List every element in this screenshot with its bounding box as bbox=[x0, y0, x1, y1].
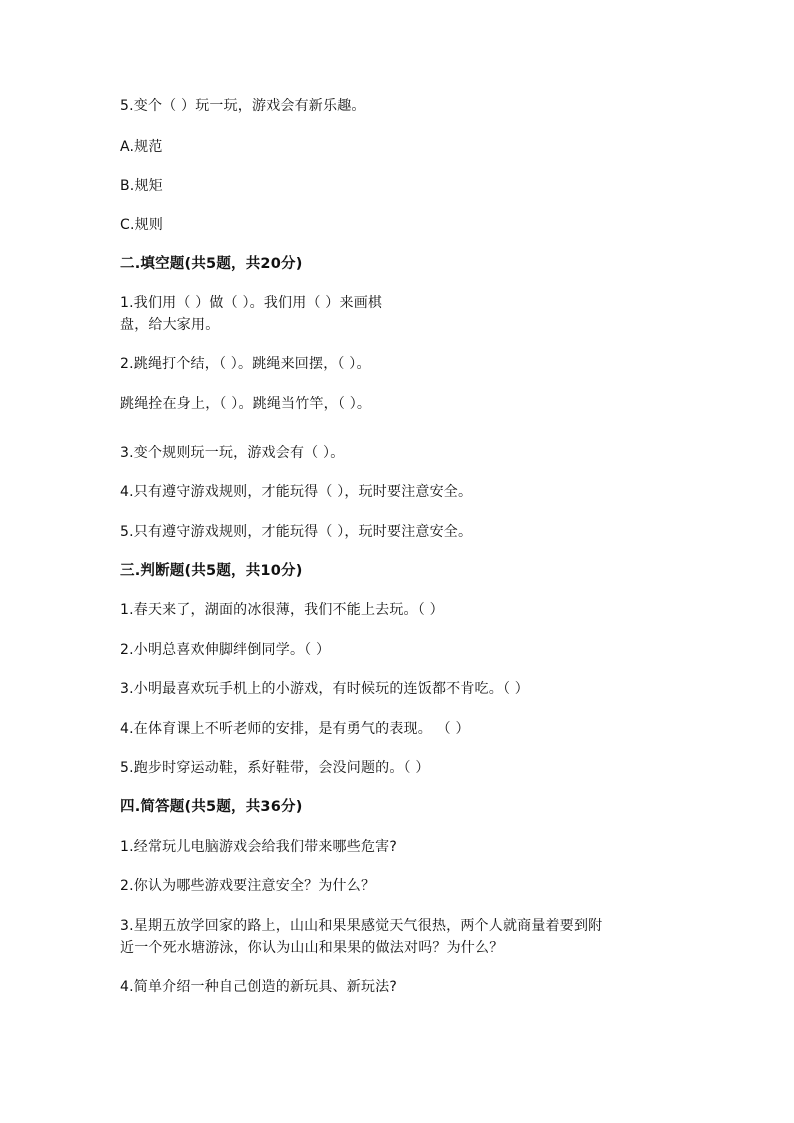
fill-question-1-line-2: 盘，给大家用。 bbox=[120, 317, 220, 333]
tf-question-5: 5.跑步时穿运动鞋，系好鞋带，会没问题的。（ ） bbox=[120, 760, 430, 776]
section-heading-short-answer: 四.简答题(共5题，共36分) bbox=[120, 799, 303, 815]
fill-question-2-line-1: 2.跳绳打个结，（ ）。跳绳来回摆，（ ）。 bbox=[120, 356, 371, 372]
tf-question-3: 3.小明最喜欢玩手机上的小游戏，有时候玩的连饭都不肯吃。（ ） bbox=[120, 681, 530, 697]
fill-question-5: 5.只有遵守游戏规则，才能玩得（ ），玩时要注意安全。 bbox=[120, 524, 473, 540]
sa-question-3-line-1: 3.星期五放学回家的路上，山山和果果感觉天气很热，两个人就商量着要到附 bbox=[120, 918, 603, 934]
section-heading-true-false: 三.判断题(共5题，共10分) bbox=[120, 563, 303, 579]
section-heading-fill-in: 二.填空题(共5题，共20分) bbox=[120, 256, 303, 272]
tf-question-1: 1.春天来了，湖面的冰很薄，我们不能上去玩。（ ） bbox=[120, 602, 444, 618]
fill-question-2-line-2: 跳绳拴在身上，（ ）。跳绳当竹竿，（ ）。 bbox=[120, 396, 372, 412]
option-c: C.规则 bbox=[120, 217, 164, 233]
fill-question-3: 3.变个规则玩一玩，游戏会有（ ）。 bbox=[120, 445, 345, 461]
fill-question-4: 4.只有遵守游戏规则，才能玩得（ ），玩时要注意安全。 bbox=[120, 484, 473, 500]
fill-question-1-line-1: 1.我们用（ ）做（ ）。我们用（ ）来画棋 bbox=[120, 295, 383, 311]
tf-question-2: 2.小明总喜欢伸脚绊倒同学。（ ） bbox=[120, 642, 331, 658]
option-a: A.规范 bbox=[120, 139, 163, 155]
mc-question-5: 5.变个（ ）玩一玩，游戏会有新乐趣。 bbox=[120, 98, 366, 114]
sa-question-4: 4.简单介绍一种自己创造的新玩具、新玩法? bbox=[120, 979, 397, 995]
sa-question-1: 1.经常玩儿电脑游戏会给我们带来哪些危害? bbox=[120, 839, 397, 855]
option-b: B.规矩 bbox=[120, 178, 163, 194]
sa-question-2: 2.你认为哪些游戏要注意安全？为什么？ bbox=[120, 878, 376, 894]
tf-question-4: 4.在体育课上不听老师的安排，是有勇气的表现。 （ ） bbox=[120, 721, 470, 737]
sa-question-3-line-2: 近一个死水塘游泳，你认为山山和果果的做法对吗？为什么？ bbox=[120, 940, 504, 956]
